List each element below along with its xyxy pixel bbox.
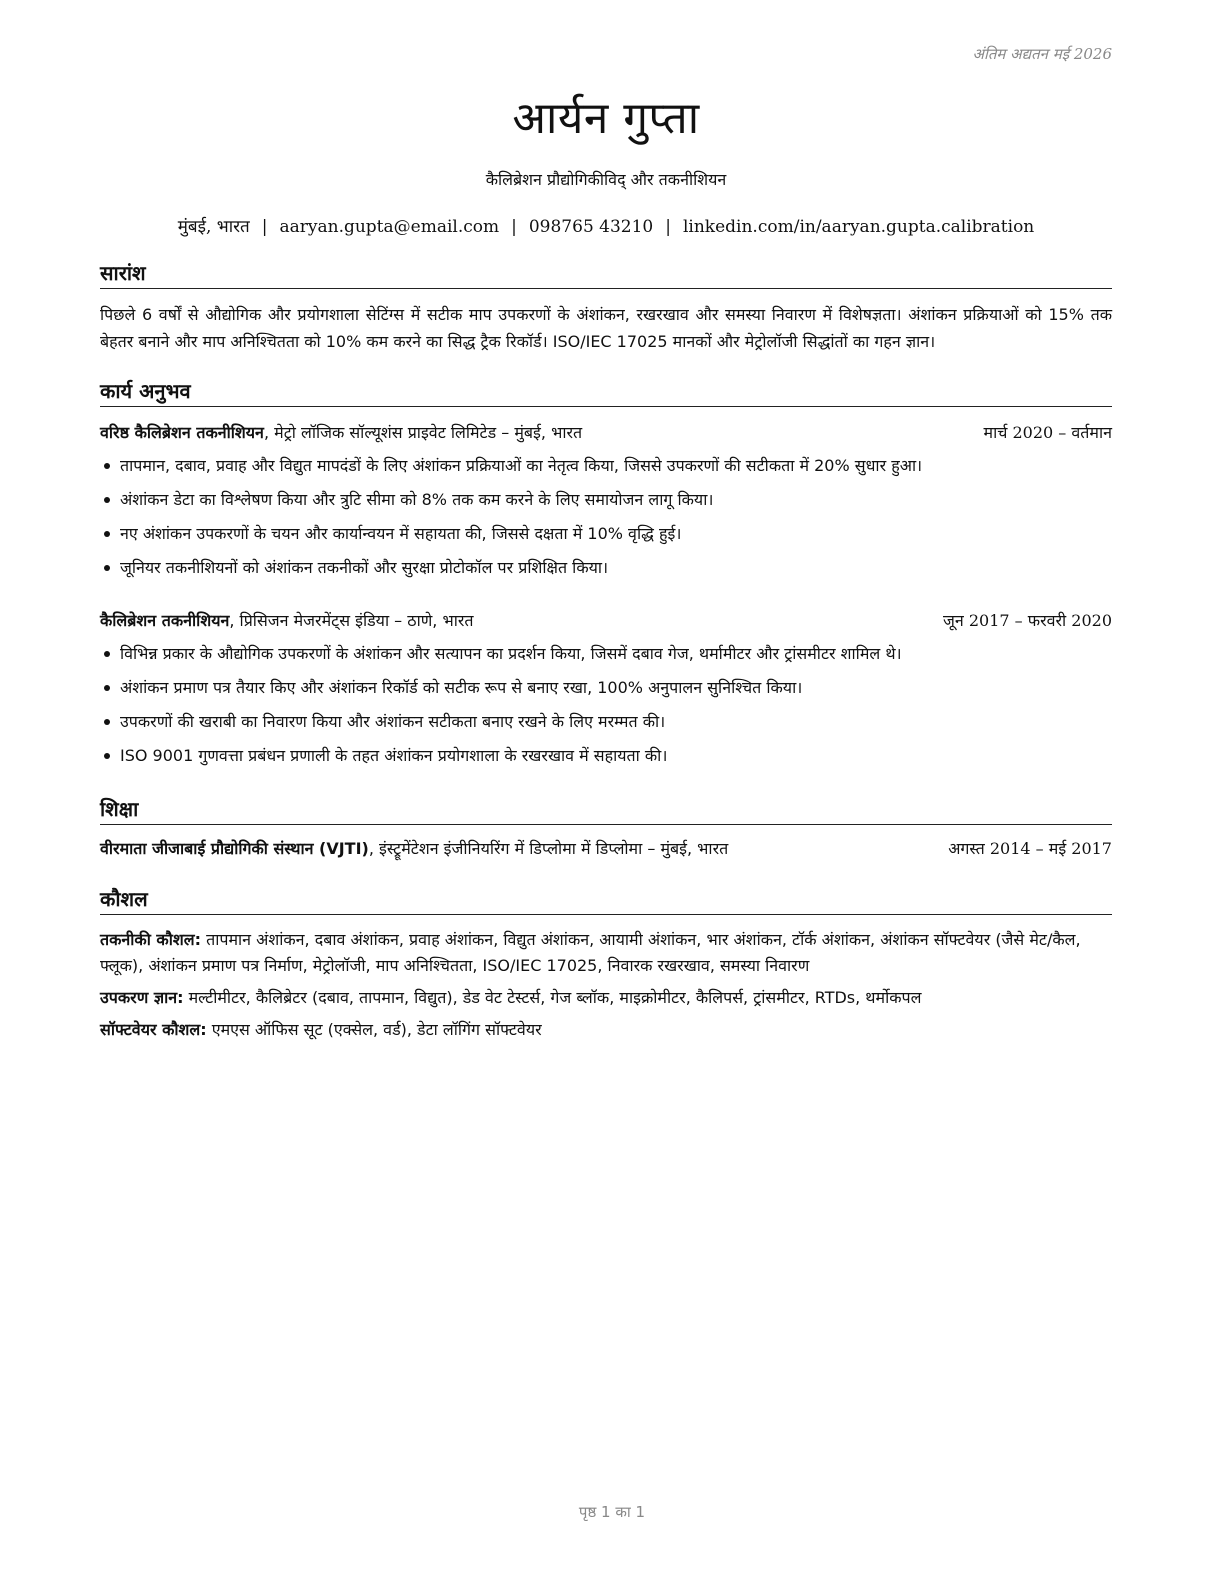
job-dates: मार्च 2020 – वर्तमान xyxy=(983,423,1112,442)
resume-page xyxy=(100,40,1112,1049)
job-bullet: ISO 9001 गुणवत्ता प्रबंधन प्रणाली के तहत अंशांकन प्रयोगशाला के रखरखाव में सहायता की। xyxy=(120,739,1112,773)
job-bullets xyxy=(100,449,1112,585)
section-title-education: शिक्षा xyxy=(100,795,1112,825)
job-bullet: विभिन्न प्रकार के औद्योगिक उपकरणों के अंशांकन और सत्यापन का प्रदर्शन किया, जिसमें दबाव गेज, थर्मामीटर और ट्रांसमीटर शामिल थे। xyxy=(120,637,1112,671)
job-bullet: जूनियर तकनीशियनों को अंशांकन तकनीकों और सुरक्षा प्रोटोकॉल पर प्रशिक्षित किया। xyxy=(120,551,1112,585)
section-title-summary: सारांश xyxy=(100,259,1112,289)
skill-line-software xyxy=(100,1017,1112,1043)
skill-line-equipment xyxy=(100,985,1112,1011)
section-title-skills: कौशल xyxy=(100,885,1112,915)
skill-value: मल्टीमीटर, कैलिब्रेटर (दबाव, तापमान, विद्युत), डेड वेट टेस्टर्स, गेज ब्लॉक, माइक्रोमीटर, कैलिपर्स, ट्रांसमीटर, RTDs, थर्मोकपल xyxy=(183,988,922,1007)
job-role: वरिष्ठ कैलिब्रेशन तकनीशियन xyxy=(100,423,264,442)
job-company: , प्रिसिजन मेजरमेंट्स इंडिया – ठाणे, भारत xyxy=(229,611,474,630)
job-role: कैलिब्रेशन तकनीशियन xyxy=(100,611,230,630)
contact-location: मुंबई, भारत xyxy=(177,217,250,237)
candidate-title: कैलिब्रेशन प्रौद्योगिकीविद् और तकनीशियन xyxy=(485,170,727,189)
job-bullet: अंशांकन प्रमाण पत्र तैयार किए और अंशांकन रिकॉर्ड को सटीक रूप से बनाए रखा, 100% अनुपालन सुनिश्चित किया। xyxy=(120,671,1112,705)
education-dates: अगस्त 2014 – मई 2017 xyxy=(948,839,1112,858)
education-entry xyxy=(100,835,1112,863)
skill-line-technical xyxy=(100,927,1112,979)
job-bullet: नए अंशांकन उपकरणों के चयन और कार्यान्वयन में सहायता की, जिससे दक्षता में 10% वृद्धि हुई। xyxy=(120,517,1112,551)
last-updated-note: अंतिम अद्यतन मई 2026 xyxy=(972,45,1112,63)
skill-label: तकनीकी कौशल: xyxy=(100,930,201,949)
job-entry xyxy=(100,419,1112,585)
skill-label: सॉफ्टवेयर कौशल: xyxy=(100,1020,207,1039)
job-bullet: तापमान, दबाव, प्रवाह और विद्युत मापदंडों के लिए अंशांकन प्रक्रियाओं का नेतृत्व किया, जिससे उपकरणों की सटीकता में 20% सुधार हुआ। xyxy=(120,449,1112,483)
job-header xyxy=(100,607,1112,635)
job-bullets xyxy=(100,637,1112,773)
section-title-experience: कार्य अनुभव xyxy=(100,377,1112,407)
contact-separator: | xyxy=(511,217,517,237)
job-header xyxy=(100,419,1112,447)
skills-list xyxy=(100,927,1112,1043)
job-company: , मेट्रो लॉजिक सॉल्यूशंस प्राइवेट लिमिटेड – मुंबई, भारत xyxy=(263,423,583,442)
skill-label: उपकरण ज्ञान: xyxy=(100,988,184,1007)
job-bullet: अंशांकन डेटा का विश्लेषण किया और त्रुटि सीमा को 8% तक कम करने के लिए समायोजन लागू किया। xyxy=(120,483,1112,517)
job-dates: जून 2017 – फरवरी 2020 xyxy=(943,611,1112,630)
contact-line xyxy=(100,214,1112,237)
contact-separator: | xyxy=(665,217,671,237)
job-entry xyxy=(100,607,1112,773)
contact-phone[interactable]: 098765 43210 xyxy=(528,217,654,237)
skill-value: एमएस ऑफिस सूट (एक्सेल, वर्ड), डेटा लॉगिंग सॉफ्टवेयर xyxy=(206,1020,542,1039)
contact-linkedin[interactable]: linkedin.com/in/aaryan.gupta.calibration xyxy=(682,217,1035,237)
summary-text: पिछले 6 वर्षों से औद्योगिक और प्रयोगशाला सेटिंग्स में सटीक माप उपकरणों के अंशांकन, रखरखाव और समस्या निवारण में विशेषज्ञता। अंशांकन प्रक्रियाओं को 15% तक बेहतर बनाने और माप अनिश्चितता को 10% कम करने का सिद्ध ट्रैक रिकॉर्ड। ISO/IEC 17025 मानकों और मेट्रोलॉजी सिद्धांतों का गहन ज्ञान। xyxy=(100,305,1112,351)
education-details: , इंस्ट्रूमेंटेशन इंजीनियरिंग में डिप्लोमा में डिप्लोमा – मुंबई, भारत xyxy=(368,839,729,858)
job-bullet: उपकरणों की खराबी का निवारण किया और अंशांकन सटीकता बनाए रखने के लिए मरम्मत की। xyxy=(120,705,1112,739)
contact-email[interactable]: aaryan.gupta@email.com xyxy=(279,217,500,237)
contact-separator: | xyxy=(261,217,268,237)
skill-value: तापमान अंशांकन, दबाव अंशांकन, प्रवाह अंशांकन, विद्युत अंशांकन, आयामी अंशांकन, भार अंशांकन, टॉर्क अंशांकन, अंशांकन सॉफ्टवेयर (जैसे मेट/कैल, फ्लूक), अंशांकन प्रमाण पत्र निर्माण, मेट्रोलॉजी, माप अनिश्चितता, ISO/IEC 17025, निवारक रखरखाव, समस्या निवारण xyxy=(100,930,1081,975)
page-footer: पृष्ठ 1 का 1 xyxy=(578,1503,646,1521)
education-institution: वीरमाता जीजाबाई प्रौद्योगिकी संस्थान (VJTI) xyxy=(100,839,369,858)
candidate-name: आर्यन गुप्ता xyxy=(512,93,700,144)
